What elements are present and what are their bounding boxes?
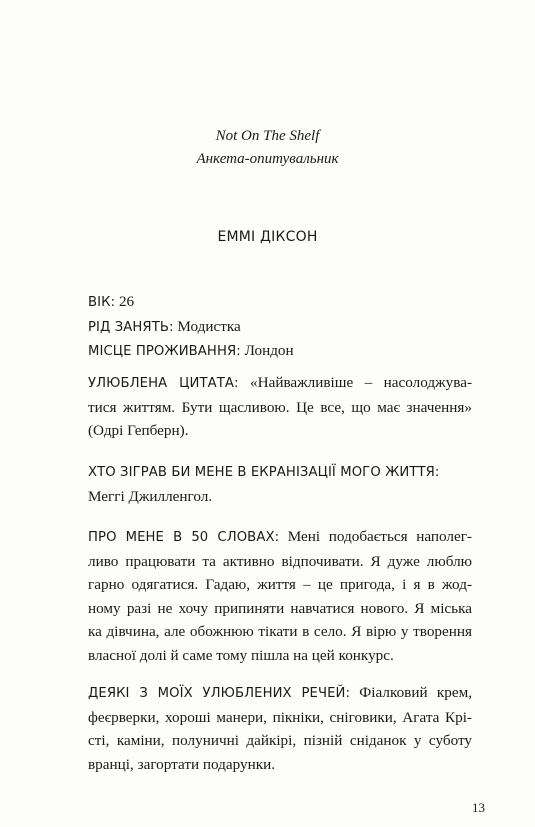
applicant-name: ЕММІ ДІКСОН	[217, 229, 318, 245]
age-label: ВІК:	[88, 295, 116, 310]
quote-line-1	[88, 371, 472, 396]
about-me	[88, 525, 472, 667]
about-line-4: ному разі не хочу припиняти навчатися нового. Я міська	[88, 599, 472, 617]
about-line-6: власної долі й саме тому пішла на цей конкурс.	[88, 646, 394, 664]
job-line	[88, 315, 472, 340]
favorite-things	[88, 681, 472, 776]
form-title: Not On The Shelf	[215, 128, 320, 144]
about-line-3: гарно одягатися. Гадаю, життя – це пригода, і я в жод-	[88, 576, 472, 593]
place-value: Лондон	[240, 342, 294, 359]
things-label: ДЕЯКІ З МОЇХ УЛЮБЛЕНИХ РЕЧЕЙ:	[88, 686, 351, 701]
things-line-2: феєрверки, хороші манери, пікніки, сніговики, Агата Крі-	[88, 708, 472, 726]
things-line-3: сті, каміни, полуничні дайкірі, пізній сніданок у суботу	[88, 732, 472, 749]
quote-line-1-text: «Найважливіше – насолоджува-	[238, 374, 472, 391]
age-value: 26	[115, 293, 135, 310]
things-line-1	[88, 681, 472, 706]
job-label: РІД ЗАНЯТЬ:	[88, 319, 174, 335]
things-line-1-text: Фіалковий крем,	[350, 684, 472, 701]
page-number: 13	[472, 800, 485, 815]
about-label: ПРО МЕНЕ В 50 СЛОВАХ:	[88, 530, 280, 545]
about-line-2: ливо працювати та активно відпочивати. Я дуже люблю	[88, 552, 472, 570]
age-line	[88, 290, 472, 315]
actor-answer	[88, 460, 472, 508]
personal-info	[88, 290, 472, 364]
quote-line-3: (Одрі Гепберн).	[88, 422, 189, 439]
about-line-1	[88, 525, 472, 550]
actor-label-line	[88, 460, 472, 485]
actor-value: Меггі Джилленгол.	[88, 487, 213, 505]
quote-line-2: тися життям. Бути щасливою. Це все, що має значення»	[88, 398, 472, 416]
quote-label: УЛЮБЛЕНА ЦИТАТА:	[88, 376, 239, 391]
place-line	[88, 339, 472, 364]
about-line-5: ка дівчина, але обожнюю тікати в село. Я вірю у творення	[88, 623, 472, 640]
place-label: МІСЦЕ ПРОЖИВАННЯ:	[88, 344, 241, 359]
about-line-1-text: Мені подобається наполег-	[279, 528, 472, 545]
things-line-4: вранці, загортати подарунки.	[88, 755, 276, 773]
favorite-quote	[88, 371, 472, 443]
actor-label: ХТО ЗІГРАВ БИ МЕНЕ В ЕКРАНІЗАЦІЇ МОГО ЖИТТЯ:	[88, 465, 440, 480]
job-value: Модистка	[173, 317, 241, 335]
form-subtitle: Анкета-опитувальник	[196, 151, 339, 167]
